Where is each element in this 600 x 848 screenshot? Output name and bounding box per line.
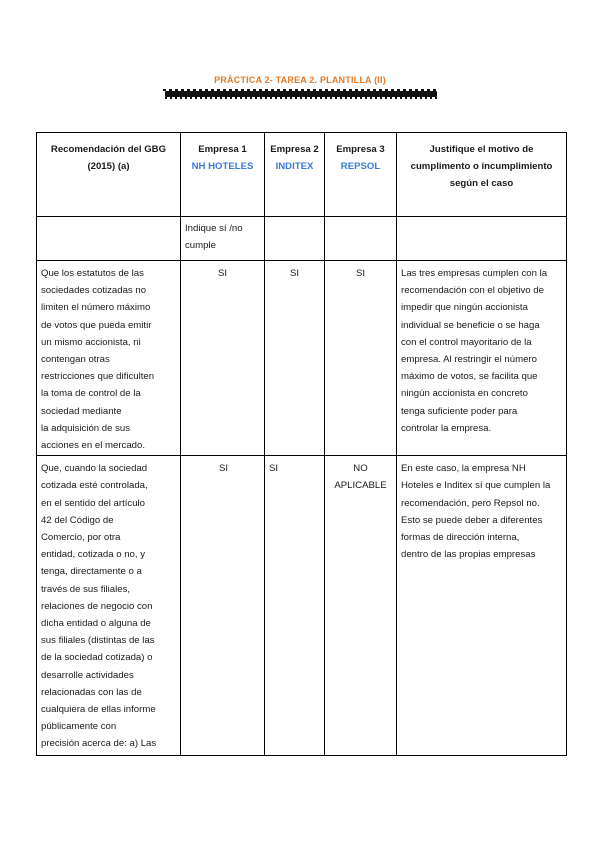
compliance-table [36, 132, 567, 756]
table-row [37, 456, 567, 756]
empresa-3-compliance [325, 456, 397, 756]
header-empresa-2 [265, 133, 325, 217]
empresa-3-value: SI [355, 268, 366, 279]
empresa-2-compliance [265, 456, 325, 756]
header-empresa-1 [181, 133, 265, 217]
header-empresa-3 [325, 133, 397, 217]
header-empresa-3-label: Empresa 3 [336, 144, 385, 155]
empresa-1-value: SI [217, 268, 228, 279]
subheader-empty-cell [325, 217, 397, 261]
empresa-2-compliance [265, 261, 325, 456]
subheader-indicate-cell [181, 217, 265, 261]
recommendation-cell [37, 456, 181, 756]
recommendation-text: Que, cuando la sociedad cotizada esté controlada, en el sentido del artículo 42 del Código de Comercio, por otra entidad, cotizada o no, y tenga, directamente o a través de sus filiales, relaciones de negocio con dicha entidad o alguna de sus filiales (distintas de las de la sociedad cotizada) o desarrolle actividades relacionadas con las de cualquiera de ellas informe públicamente con precisión acerca de: a) Las [41, 463, 157, 750]
justification-cell [397, 456, 567, 756]
header-empresa-1-label: Empresa 1 [198, 144, 247, 155]
header-empresa-3-name: REPSOL [340, 161, 381, 173]
table-row [37, 261, 567, 456]
empresa-3-value: NO APLICABLE [334, 463, 387, 492]
page-title: PRÁCTICA 2- TAREA 2. PLANTILLA (II) [214, 75, 386, 85]
table-header-row [37, 133, 567, 217]
table-subheader-row [37, 217, 567, 261]
header-justification [397, 133, 567, 217]
subheader-empty-cell [397, 217, 567, 261]
subheader-empty-cell [265, 217, 325, 261]
header-empresa-2-name: INDITEX [275, 161, 314, 173]
subheader-indicate-text: Indique sí /no cumple [185, 223, 243, 252]
justification-text: En este caso, la empresa NH Hoteles e Inditex sí que cumplen la recomendación, pero Repsol no. Esto se puede deber a diferentes formas de dirección interna, dentro de las propias empresas [401, 463, 551, 561]
header-empresa-1-name: NH HOTELES [191, 161, 254, 173]
empresa-2-value: SI [269, 463, 279, 475]
empresa-2-value: SI [289, 268, 300, 279]
header-empresa-2-label: Empresa 2 [270, 144, 319, 155]
redacted-subtitle [165, 91, 437, 97]
header-recommendation-label: Recomendación del GBG (2015) (a) [50, 144, 167, 173]
empresa-1-compliance [181, 456, 265, 756]
empresa-1-compliance [181, 261, 265, 456]
header-recommendation [37, 133, 181, 217]
justification-text: Las tres empresas cumplen con la recomendación con el objetivo de impedir que ningún accionista individual se beneficie o se haga con el control mayoritario de la empresa. Al restringir el número máximo de votos, se facilita que ningún accionista en concreto tenga suficiente poder para controlar la empresa. [401, 268, 548, 434]
empresa-3-compliance [325, 261, 397, 456]
subheader-empty-cell [37, 217, 181, 261]
recommendation-cell [37, 261, 181, 456]
empresa-1-value: SI [219, 463, 229, 475]
header-justification-label: Justifique el motivo de cumplimento o incumplimiento según el caso [410, 144, 553, 190]
recommendation-text: Que los estatutos de las sociedades cotizadas no limiten el número máximo de votos que pueda emitir un mismo accionista, ni contengan otras restricciones que dificulten la toma de control de la sociedad mediante la adquisición de sus acciones en el mercado. [41, 268, 155, 452]
justification-cell [397, 261, 567, 456]
